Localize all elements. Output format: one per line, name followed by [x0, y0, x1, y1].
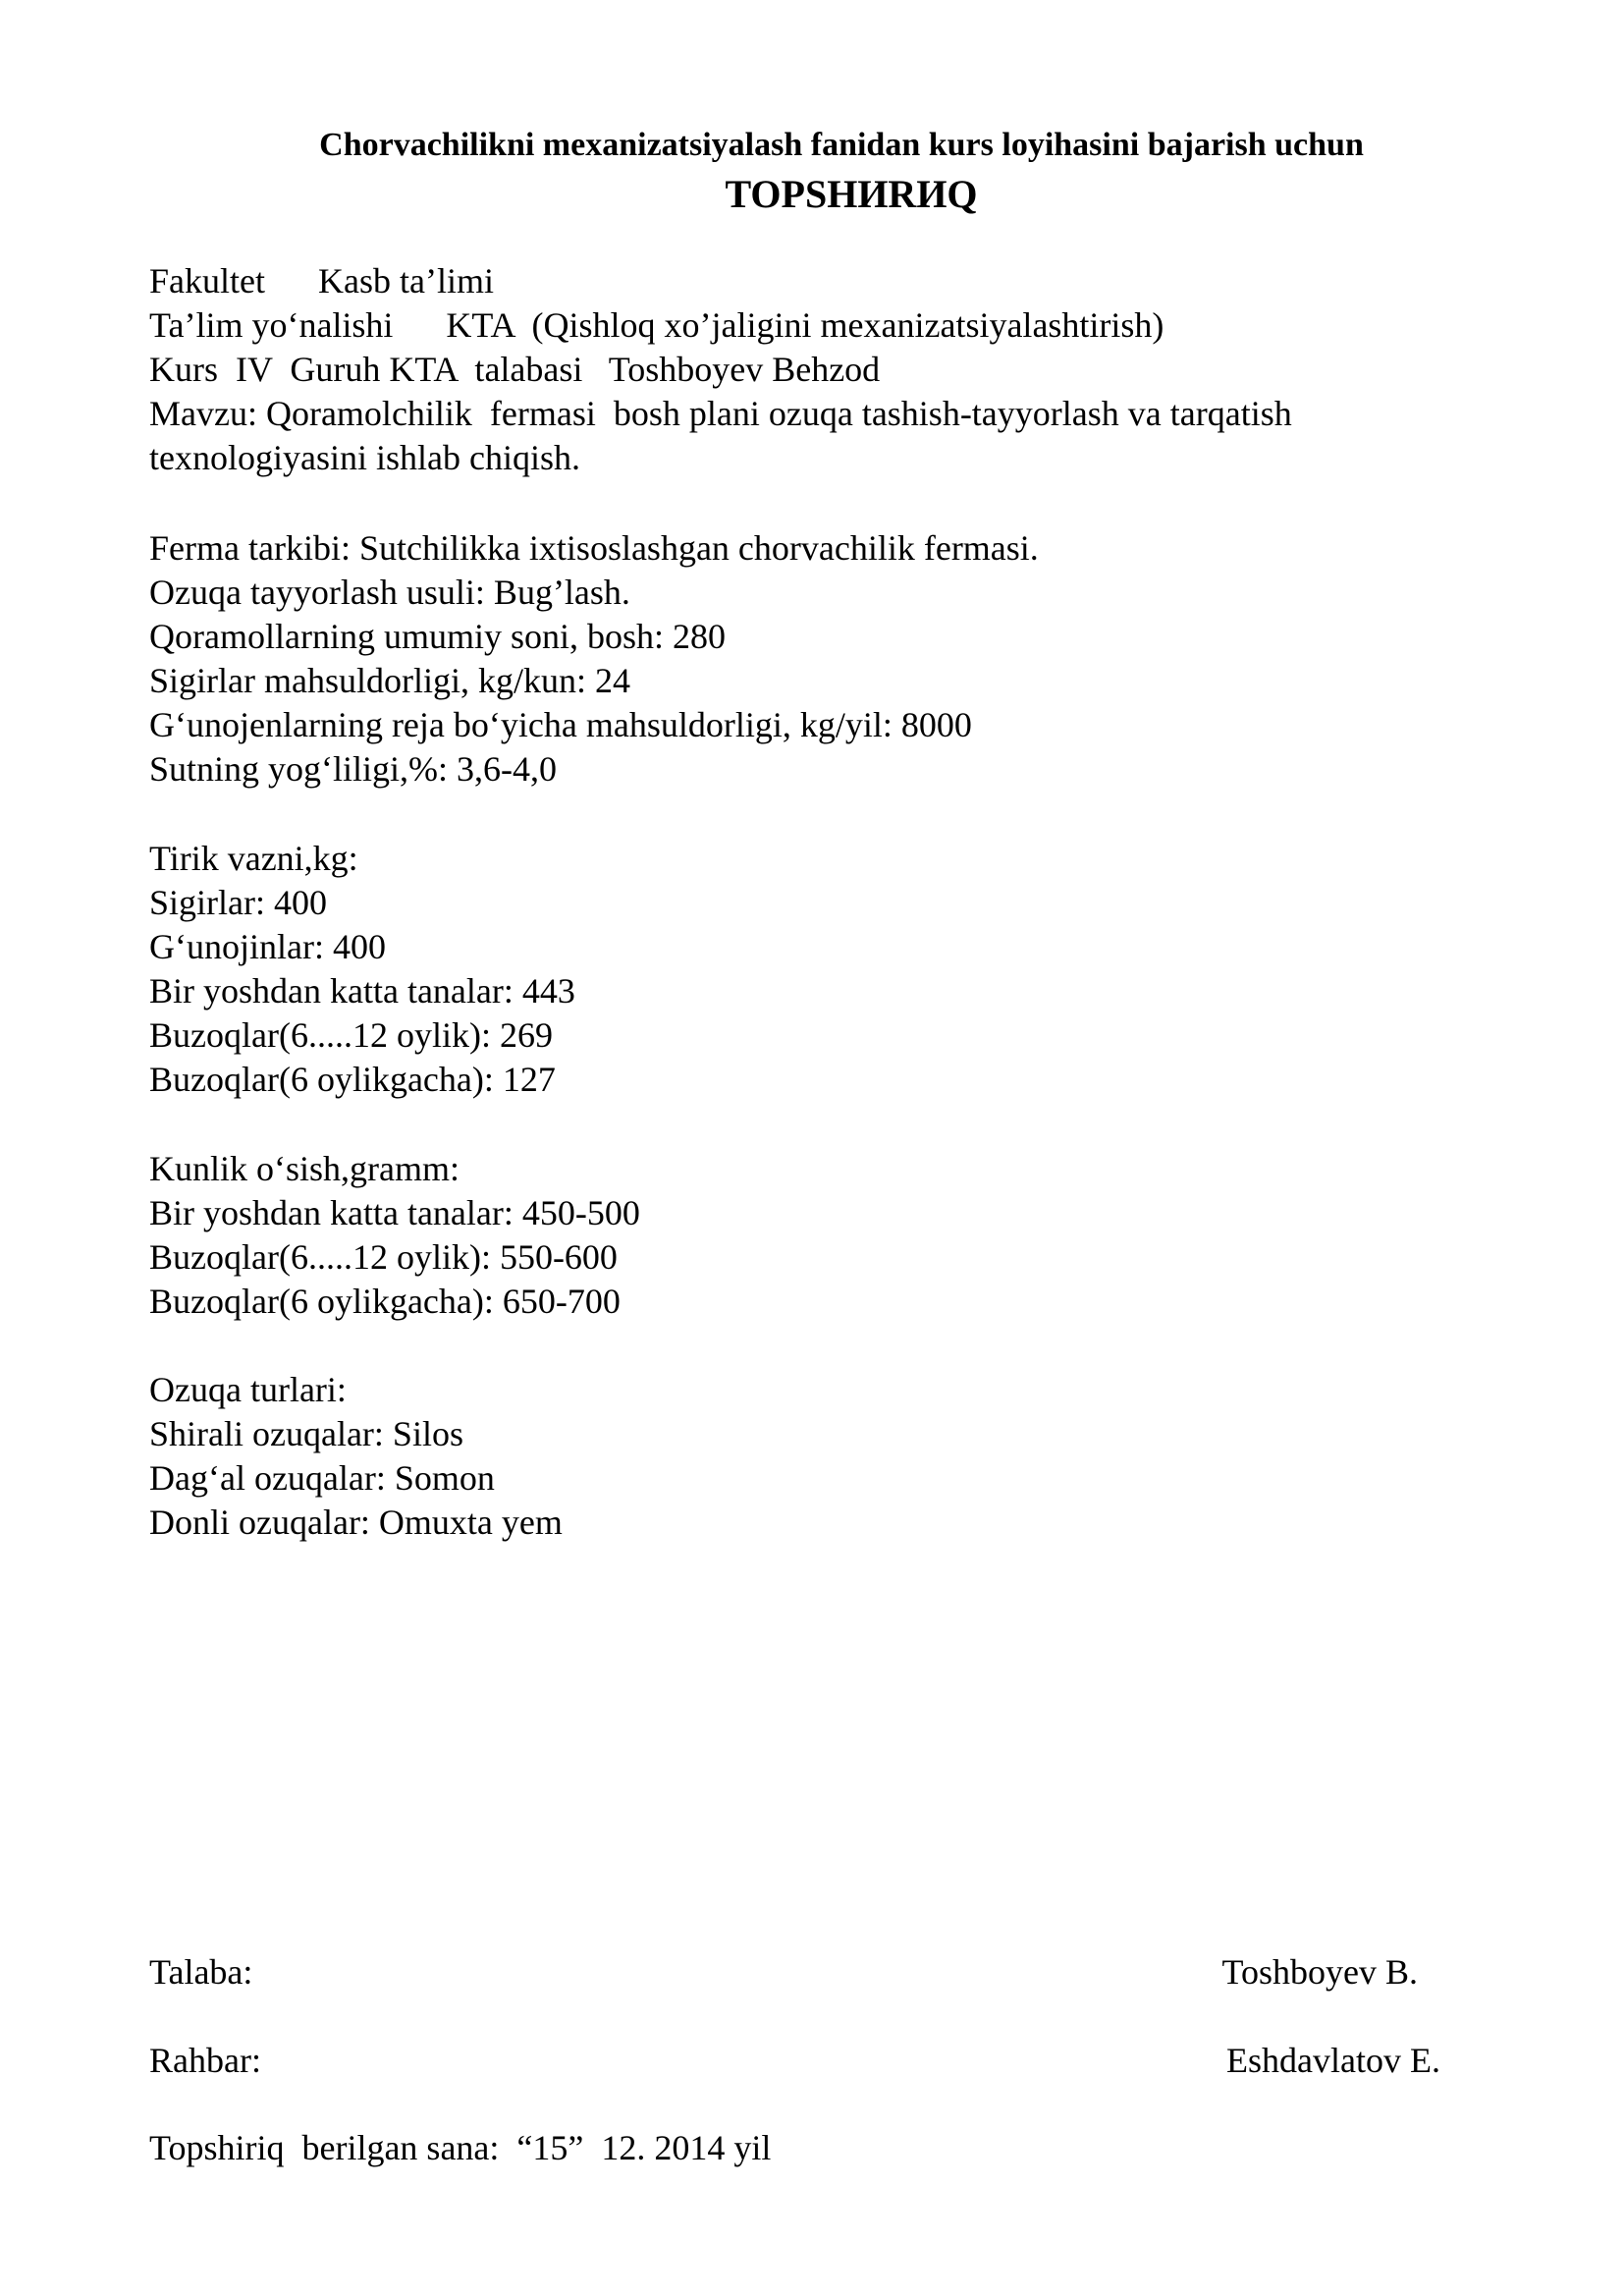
- advisor-signature-row: [149, 2039, 1440, 2083]
- faculty-line: Fakultet Kasb ta’limi: [149, 261, 494, 301]
- list-item: Sigirlar: 400: [149, 883, 327, 922]
- document-title: Chorvachilikni mexanizatsiyalash fanidan kurs loyihasini bajarish uchun: [319, 127, 1364, 163]
- farm-composition-line: Ferma tarkibi: Sutchilikka ixtisoslashgan chorvachilik fermasi.: [149, 528, 1039, 568]
- daily-gain-heading: Kunlik o‘sish,gramm:: [149, 1149, 460, 1188]
- advisor-name: Eshdavlatov E.: [1226, 2041, 1440, 2080]
- feed-preparation-line: Ozuqa tayyorlash usuli: Bug’lash.: [149, 573, 630, 612]
- topic-line-1: Mavzu: Qoramolchilik fermasi bosh plani ozuqa tashish-tayyorlash va tarqatish: [149, 394, 1292, 433]
- advisor-label: Rahbar:: [149, 2041, 261, 2080]
- feed-types-block: [149, 1368, 1485, 1545]
- cow-productivity-line: Sigirlar mahsuldorligi, kg/kun: 24: [149, 661, 630, 700]
- topic-line-2: texnologiyasini ishlab chiqish.: [149, 438, 580, 477]
- list-item: Buzoqlar(6 oylikgacha): 127: [149, 1060, 556, 1099]
- student-name: Toshboyev B.: [1221, 1952, 1418, 1992]
- list-item: Buzoqlar(6.....12 oylik): 550-600: [149, 1237, 618, 1277]
- list-item: Dag‘al ozuqalar: Somon: [149, 1458, 495, 1498]
- course-line: Kurs IV Guruh KTA talabasi Toshboyev Behzod: [149, 350, 881, 389]
- list-item: G‘unojinlar: 400: [149, 927, 386, 966]
- student-label: Talaba:: [149, 1952, 253, 1992]
- task-heading: TOPSHИRИQ: [725, 172, 978, 216]
- farm-parameters-block: [149, 526, 1485, 792]
- direction-line: Ta’lim yo‘nalishi KTA (Qishloq xo’jaligini mexanizatsiyalashtirish): [149, 305, 1164, 345]
- issue-date-line: Topshiriq berilgan sana: “15” 12. 2014 yil: [149, 2128, 772, 2167]
- daily-gain-block: [149, 1147, 1485, 1324]
- student-signature-row: [149, 1950, 1418, 1995]
- list-item: Shirali ozuqalar: Silos: [149, 1414, 463, 1453]
- feed-types-heading: Ozuqa turlari:: [149, 1370, 347, 1409]
- total-cattle-line: Qoramollarning umumiy soni, bosh: 280: [149, 617, 726, 656]
- list-item: Buzoqlar(6.....12 oylik): 269: [149, 1015, 553, 1055]
- student-info-block: [149, 259, 1485, 480]
- milk-fat-line: Sutning yog‘liligi,%: 3,6-4,0: [149, 749, 558, 789]
- list-item: Bir yoshdan katta tanalar: 450-500: [149, 1193, 640, 1232]
- live-weight-heading: Tirik vazni,kg:: [149, 839, 358, 878]
- list-item: Buzoqlar(6 oylikgacha): 650-700: [149, 1282, 621, 1321]
- list-item: Donli ozuqalar: Omuxta yem: [149, 1503, 563, 1542]
- list-item: Bir yoshdan katta tanalar: 443: [149, 971, 575, 1011]
- heifer-productivity-line: G‘unojenlarning reja bo‘yicha mahsuldorligi, kg/yil: 8000: [149, 705, 972, 744]
- live-weight-block: [149, 837, 1485, 1102]
